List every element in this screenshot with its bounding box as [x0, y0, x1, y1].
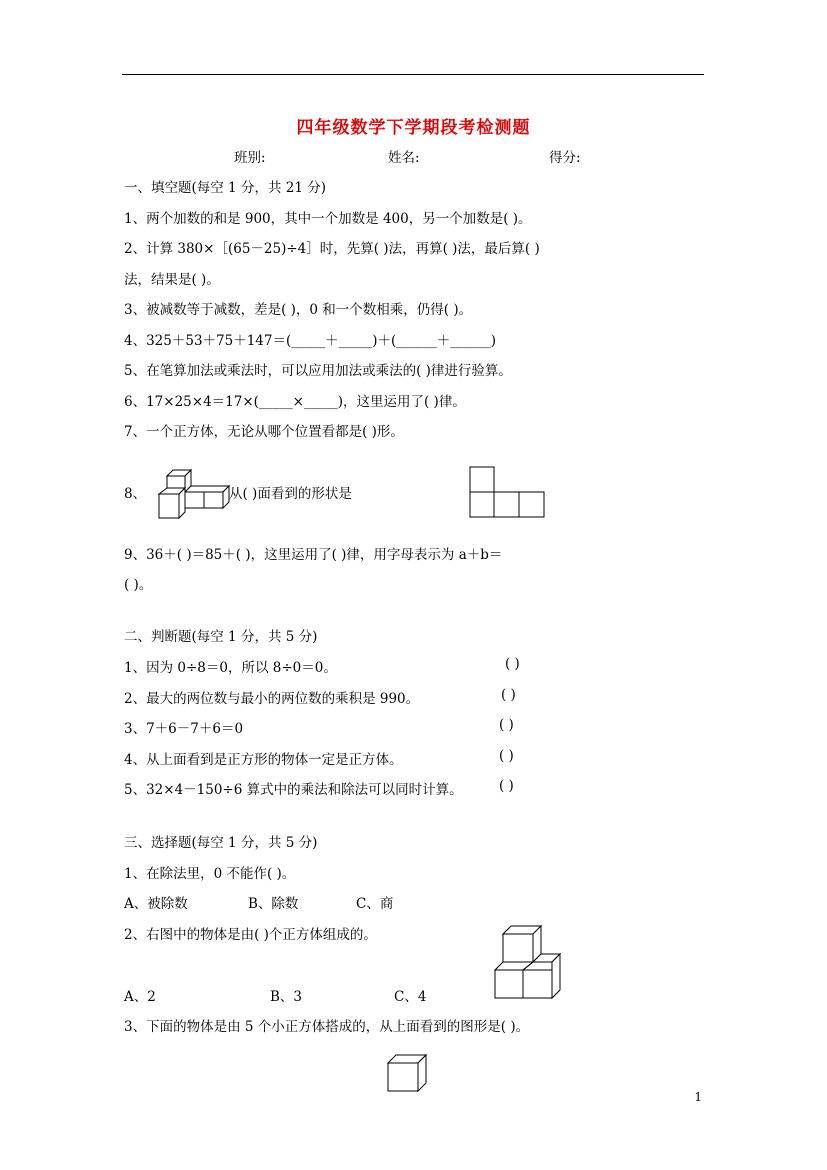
section2-heading: 二、判断题(每空 1 分，共 5 分): [124, 629, 318, 645]
s2-item-2-blank: ( ): [501, 687, 516, 703]
s1-question-1: 1、两个加数的和是 900，其中一个加数是 400，另一个加数是( )。: [124, 211, 532, 227]
s3-q1-option-b: B、除数: [248, 896, 299, 912]
s1-question-2a: 2、计算 380×［(65－25)÷4］时，先算( )法，再算( )法，最后算( ): [124, 241, 540, 257]
s1-question-3: 3、被减数等于减数，差是( )，0 和一个数相乘，仍得( )。: [124, 302, 473, 318]
s1-question-6: 6、17×25×4＝17×(_____×_____)，这里运用了( )律。: [124, 394, 466, 410]
s2-item-3-blank: ( ): [499, 717, 514, 733]
s2-item-3: 3、7＋6－7＋6＝0: [124, 721, 244, 737]
s2-item-1: 1、因为 0÷8＝0，所以 8÷0＝0。: [124, 660, 337, 676]
header-rule: [122, 74, 704, 75]
s2-item-4: 4、从上面看到是正方形的物体一定是正方体。: [124, 752, 403, 768]
s2-item-1-blank: ( ): [505, 656, 520, 672]
s3-q2-option-b: B、3: [270, 989, 303, 1005]
page-number: 1: [694, 1090, 702, 1104]
class-label: 班别:: [234, 150, 266, 166]
score-label: 得分:: [549, 150, 581, 166]
s3-q2-option-a: A、2: [124, 989, 156, 1005]
name-label: 姓名:: [388, 150, 420, 166]
s3-question-1: 1、在除法里，0 不能作( )。: [124, 866, 296, 882]
q2-cubes-figure: [494, 924, 564, 1000]
s1-question-8-number: 8、: [124, 486, 147, 502]
s2-item-5: 5、32×4－150÷6 算式中的乘法和除法可以同时计算。: [124, 782, 463, 798]
q8-view-shape: [469, 466, 547, 518]
s2-item-5-blank: ( ): [499, 778, 514, 794]
s3-question-3: 3、下面的物体是由 5 个小正方体搭成的，从上面看到的图形是( )。: [124, 1019, 530, 1035]
s1-question-9a: 9、36＋( )＝85＋( )，这里运用了( )律，用字母表示为 a＋b＝: [124, 547, 503, 563]
s1-question-5: 5、在笔算加法或乘法时，可以应用加法或乘法的( )律进行验算。: [124, 363, 512, 379]
s2-item-2: 2、最大的两位数与最小的两位数的乘积是 990。: [124, 691, 420, 707]
s1-question-2b: 法，结果是( )。: [124, 272, 220, 288]
s3-question-2: 2、右图中的物体是由( )个正方体组成的。: [124, 927, 377, 943]
s1-question-7: 7、一个正方体，无论从哪个位置看都是( )形。: [124, 424, 404, 440]
s1-question-9b: ( )。: [124, 577, 153, 593]
s3-q1-option-c: C、商: [356, 896, 394, 912]
s1-question-8-text: 从( )面看到的形状是: [229, 486, 352, 502]
section3-heading: 三、选择题(每空 1 分，共 5 分): [124, 835, 318, 851]
q3-cube-figure: [386, 1053, 428, 1093]
section1-heading: 一、填空题(每空 1 分，共 21 分): [124, 180, 326, 196]
s3-q1-option-a: A、被除数: [124, 896, 188, 912]
s1-question-4: 4、325＋53＋75＋147＝(_____＋_____)＋(______＋______): [124, 333, 497, 349]
q8-cubes-figure: [157, 468, 229, 520]
s3-q2-option-c: C、4: [394, 989, 427, 1005]
page-title: 四年级数学下学期段考检测题: [296, 118, 531, 138]
s2-item-4-blank: ( ): [499, 748, 514, 764]
